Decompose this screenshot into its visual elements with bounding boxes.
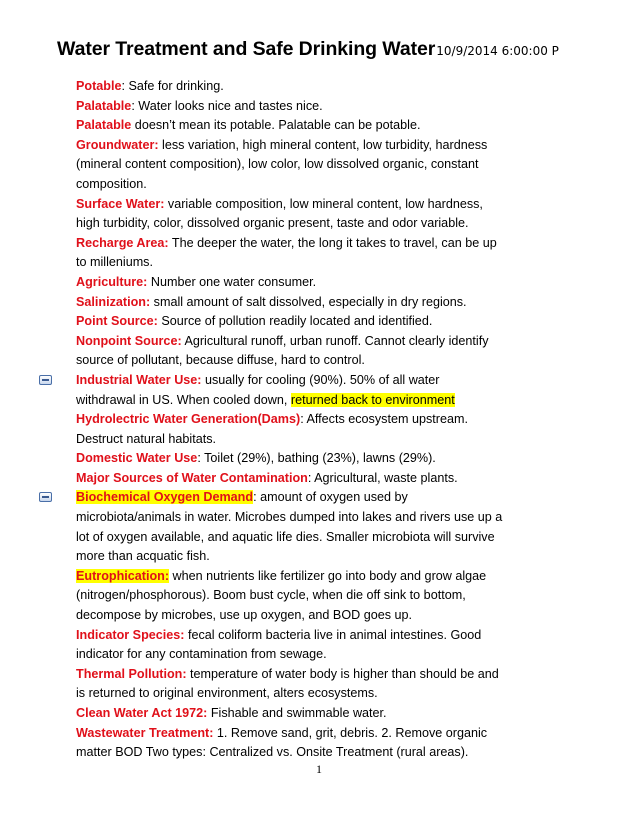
note-line (76, 704, 596, 724)
note-line (76, 684, 596, 704)
note-line (76, 273, 596, 293)
note-line (76, 449, 596, 469)
note-text: Number one water consumer. (147, 274, 317, 289)
note-text: Fishable and swimmable water. (207, 706, 387, 720)
term-label: Surface Water: (76, 196, 165, 211)
note-text: Source of pollution readily located and identified. (157, 314, 433, 329)
term-label: Point Source: (76, 314, 158, 329)
note-line (76, 743, 596, 763)
note-text: (nitrogen/phosphorous). Boom bust cycle, when die off sink to bottom, (76, 588, 466, 603)
note-text: : Toilet (29%), bathing (23%), lawns (29%). (197, 451, 436, 466)
term-label: Eutrophication: (76, 568, 170, 583)
collapse-minus-icon[interactable] (39, 375, 52, 385)
term-label: Thermal Pollution: (76, 666, 187, 681)
note-text: : Safe for drinking. (121, 79, 224, 93)
note-line (76, 528, 596, 548)
note-line (76, 547, 596, 567)
note-text: : Water looks nice and tastes nice. (131, 98, 323, 113)
note-line (76, 293, 596, 313)
term-label: Clean Water Act 1972: (76, 706, 208, 720)
note-line (76, 665, 596, 685)
term-label: Wastewater Treatment: (76, 725, 214, 740)
note-text: matter BOD Two types: Centralized vs. Onsite Treatment (rural areas). (76, 745, 469, 760)
term-label: Palatable (76, 118, 132, 133)
note-line (76, 645, 596, 665)
note-text: high turbidity, color, dissolved organic present, taste and odor variable. (76, 216, 469, 231)
note-line (76, 430, 596, 450)
note-line (76, 410, 596, 430)
term-label: Salinization: (76, 294, 151, 309)
note-text: withdrawal in US. When cooled down, (76, 392, 291, 407)
note-line (76, 391, 596, 411)
timestamp: 10/9/2014 6:00:00 P (436, 44, 559, 58)
note-line (76, 195, 596, 215)
note-text: is returned to original environment, alters ecosystems. (76, 686, 378, 701)
term-label: Domestic Water Use (76, 451, 198, 466)
note-text: : Affects ecosystem upstream. (300, 412, 468, 427)
note-line (76, 214, 596, 234)
term-label: Palatable (76, 98, 132, 113)
note-line (76, 488, 596, 508)
collapse-minus-icon[interactable] (39, 492, 52, 502)
note-text: composition. (76, 176, 147, 191)
note-line (76, 97, 596, 117)
note-text: less variation, high mineral content, low turbidity, hardness (158, 137, 488, 152)
note-text: The deeper the water, the long it takes to travel, can be up (168, 235, 497, 250)
term-label: Biochemical Oxygen Demand (76, 490, 254, 505)
note-line (76, 332, 596, 352)
note-line (76, 724, 596, 744)
term-label: Recharge Area: (76, 235, 169, 250)
term-label: Industrial Water Use: (76, 372, 202, 387)
note-line (76, 469, 596, 489)
note-line (76, 606, 596, 626)
note-text: lot of oxygen available, and aquatic life dies. Smaller microbiota will survive (76, 529, 495, 544)
note-text: decompose by microbes, use up oxygen, and BOD goes up. (76, 608, 413, 623)
term-label: Groundwater: (76, 137, 159, 152)
note-line (76, 116, 596, 136)
term-label: Agriculture: (76, 274, 148, 289)
note-text: when nutrients like fertilizer go into body and grow algae (169, 568, 487, 583)
note-text: returned back to environment (290, 392, 455, 407)
note-text: variable composition, low mineral content, low hardness, (164, 196, 483, 211)
note-text: to milleniums. (76, 255, 153, 270)
term-label: Indicator Species: (76, 627, 185, 642)
note-line (76, 77, 596, 97)
note-text: 1. Remove sand, grit, debris. 2. Remove organic (213, 725, 488, 740)
note-text: Destruct natural habitats. (76, 431, 217, 446)
note-line (76, 351, 596, 371)
note-text: microbiota/animals in water. Microbes dumped into lakes and rivers use up a (76, 510, 503, 525)
note-text: usually for cooling (90%). 50% of all water (201, 372, 440, 387)
term-label: Nonpoint Source: (76, 333, 182, 348)
note-line (76, 234, 596, 254)
note-line (76, 586, 596, 606)
term-label: Potable (76, 79, 122, 93)
note-text: doesn’t mean its potable. Palatable can be potable. (131, 118, 421, 133)
note-line (76, 508, 596, 528)
note-line (76, 136, 596, 156)
note-line (76, 626, 596, 646)
note-text: temperature of water body is higher than should be and (186, 666, 499, 681)
note-text: indicator for any contamination from sewage. (76, 647, 327, 662)
note-text: : amount of oxygen used by (253, 490, 408, 505)
note-line (76, 567, 596, 587)
note-text: small amount of salt dissolved, especially in dry regions. (150, 294, 467, 309)
note-text: fecal coliform bacteria live in animal intestines. Good (184, 627, 482, 642)
note-text: source of pollutant, because diffuse, hard to control. (76, 353, 365, 368)
title-row (57, 38, 638, 61)
page-title: Water Treatment and Safe Drinking Water (57, 38, 436, 60)
note-line (76, 312, 596, 332)
note-line (76, 175, 596, 195)
note-text: (mineral content composition), low color, low dissolved organic, constant (76, 157, 479, 172)
note-line (76, 155, 596, 175)
note-text: : Agricultural, waste plants. (307, 470, 458, 485)
note-line (76, 253, 596, 273)
note-text: Agricultural runoff, urban runoff. Cannot clearly identify (181, 333, 489, 348)
note-line (76, 371, 596, 391)
term-label: Major Sources of Water Contamination (76, 470, 308, 485)
page-number: 1 (316, 762, 322, 776)
term-label: Hydrolectric Water Generation(Dams) (76, 412, 301, 427)
notes-body (76, 77, 596, 763)
note-text: more than acquatic fish. (76, 549, 210, 564)
